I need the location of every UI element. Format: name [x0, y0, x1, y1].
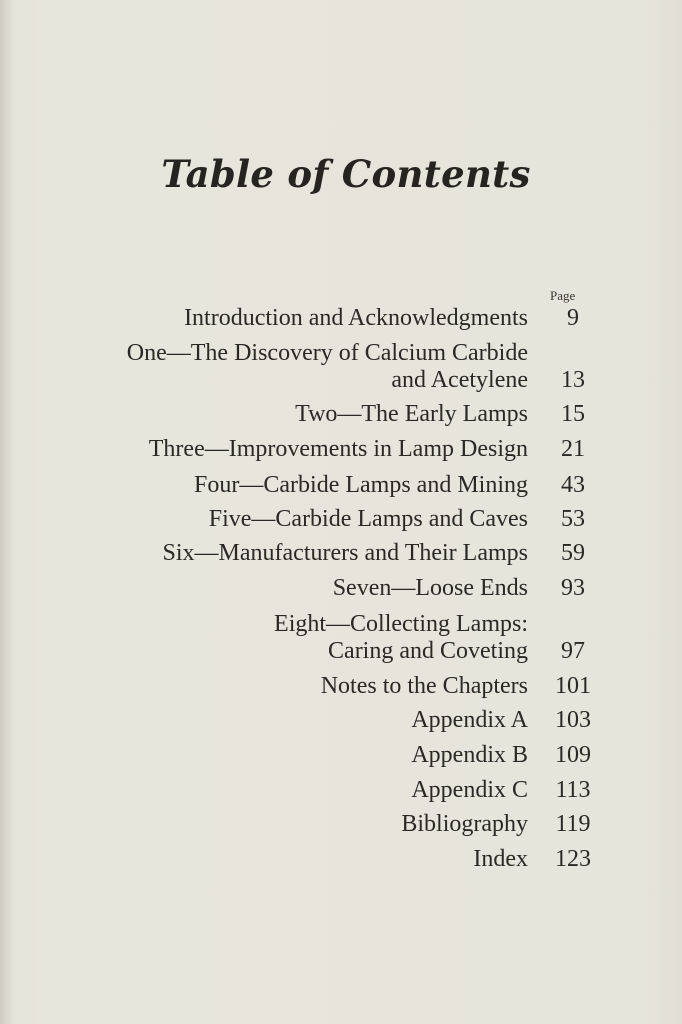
- toc-entry-page: 113: [555, 777, 591, 803]
- toc-entry-title: Eight—Collecting Lamps:: [274, 611, 528, 637]
- toc-entry-title-continued: Caring and Coveting: [328, 638, 528, 664]
- toc-entry-page: 15: [561, 401, 585, 427]
- toc-entry-page: 103: [555, 707, 591, 733]
- page-column-label: Page: [550, 288, 576, 303]
- toc-entry-page: 123: [555, 846, 591, 872]
- toc-entry-title: Six—Manufacturers and Their Lamps: [162, 540, 528, 566]
- toc-entry-title: Introduction and Acknowledgments: [184, 305, 528, 331]
- toc-entry-page: 59: [561, 540, 585, 566]
- toc-entry-title: Five—Carbide Lamps and Caves: [208, 506, 528, 532]
- toc-entry-title: Seven—Loose Ends: [332, 575, 528, 601]
- toc-entry-title: Three—Improvements in Lamp Design: [148, 436, 528, 462]
- toc-entry-title: Appendix B: [411, 742, 528, 768]
- toc-entry-page: 109: [555, 742, 591, 768]
- toc-entry-title: Two—The Early Lamps: [295, 401, 528, 427]
- toc-entry-title: Four—Carbide Lamps and Mining: [194, 472, 528, 498]
- toc-entry-page: 43: [561, 472, 585, 498]
- toc-entry-title: Notes to the Chapters: [320, 673, 528, 699]
- toc-entry-title: One—The Discovery of Calcium Carbide: [126, 340, 528, 366]
- toc-entry-page: 9: [567, 305, 579, 331]
- toc-entry-page: 21: [561, 436, 585, 462]
- toc-entry-title: Bibliography: [401, 811, 528, 837]
- page-title: Table of Contents: [161, 152, 531, 196]
- toc-entry-title-continued: and Acetylene: [391, 367, 528, 393]
- toc-entry-page: 13: [561, 367, 585, 393]
- toc-entry-page: 101: [555, 673, 591, 699]
- toc-entry-page: 119: [555, 811, 591, 837]
- toc-entry-page: 53: [561, 506, 585, 532]
- toc-entry-title: Index: [473, 846, 528, 872]
- toc-entry-page: 93: [561, 575, 585, 601]
- toc-entry-title: Appendix A: [411, 707, 528, 733]
- toc-entry-title: Appendix C: [411, 777, 528, 803]
- toc-entry-page: 97: [561, 638, 585, 664]
